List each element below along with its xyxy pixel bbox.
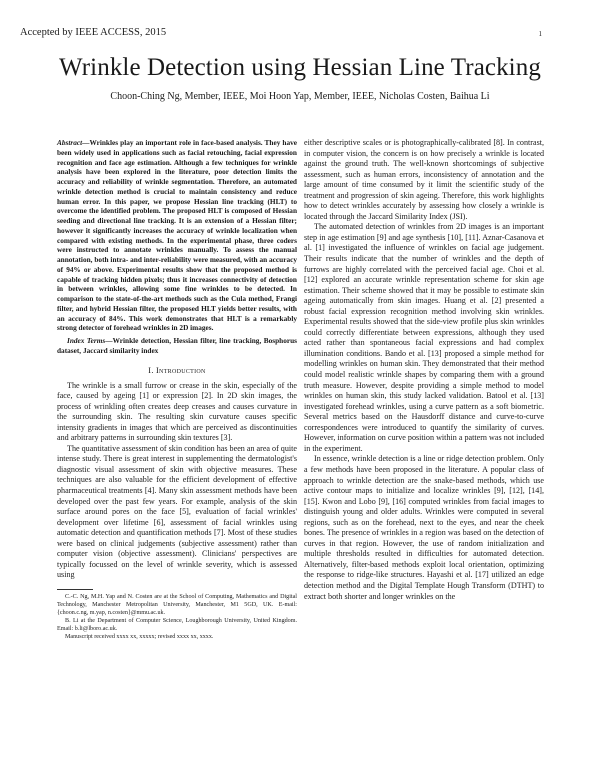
section-heading (57, 366, 297, 375)
right-column (304, 138, 544, 602)
page-number: 1 (538, 30, 542, 38)
index-terms-body: —Wrinkle detection, Hessian filter, line tracking, Bosphorus dataset, Jaccard similarity index (57, 336, 297, 355)
section-title: Introduction (156, 365, 206, 375)
footnote-divider (57, 589, 93, 590)
index-terms-lead: Index Terms (67, 336, 106, 345)
body-paragraph-3: In essence, wrinkle detection is a line or ridge detection problem. Only a few methods have been proposed in the literature. A popular class of approach to wrinkle detection are the snake-based methods, which use active contour maps to initialize and localize wrinkles [9], [12], [14], [15]. Kwon and Lobo [9], [16] computed wrinkles from facial images to distinguish young and older adults. Wrinkles were computed in several regions, such as on the forehead, next to the eyes, and near the cheek bones. The presence of wrinkles in a region was based on the detection of curves in that region. However, the use of random initialization and multiple thresholds resulted in difficulties for automated detection. Alternatively, filter-based methods exploit local orientation, optimizing the response to ridge-like structures. Hayashi et al. [17] utilized an edge detection method and the Digital Template Hough Transform (DTHT) to extract both shorter and longer wrinkles on the (304, 454, 544, 601)
intro-paragraph-1: The wrinkle is a small furrow or crease in the skin, especially of the face, caused by ageing [1] or expression [2]. In 2D skin images, the process of wrinkling often creates deep creases and causes curvature in the surrounding skin. The resulting skin curvature causes specific intensity gradients in images that which are perceived as discontinuities and arbitrary patterns in surrounding skin textures [3]. (57, 380, 297, 443)
journal-header: Accepted by IEEE ACCESS, 2015 (20, 27, 167, 38)
abstract-lead: Abstract (57, 138, 83, 147)
body-paragraph-1: either descriptive scales or is photographically-calibrated [8]. In contrast, in computer vision, the concern is on how precisely a wrinkle is located against the ground truth. The well-known shortcomings of subjective assessment, such as human errors, inconsistency of annotation and the large amount of time consumed by it limit the scientific study of the treatment and progression of skin ageing. Therefore, this work highlights how to detect wrinkles accurately by assessing how closely a wrinkle is located through the Jaccard Similarity Index (JSI). (304, 138, 544, 221)
left-column (57, 138, 297, 641)
intro-paragraph-2: The quantitative assessment of skin condition has been an area of quite intense study. There is great interest in supplementing the dermatologist's diagnostic visual assessment of skin with objective measures. These techniques are also valuable for the efficient development of effective pharmaceutical treatments [4]. Many skin assessment methods have been developed over the past few years. For example, analysis of the skin surface around pores on the face [5], evaluation of facial wrinkles' development over lifetime [6], assessment of facial wrinkles using automatic detection and quantification methods [7]. Most of these studies were based on clinical judgements (subjective assessment) rather than computer vision (objective assessment). Clinicians' perspectives are typically focussed on the level of wrinkle severity, which is assessed using (57, 443, 297, 580)
author-list: Choon-Ching Ng, Member, IEEE, Moi Hoon Yap, Member, IEEE, Nicholas Costen, Baihua Li (110, 91, 490, 102)
footnote-affiliation-1: C.-C. Ng, M.H. Yap and N. Costen are at the School of Computing, Mathematics and Digital Technology, Manchester Metropolitan University, Manchester, M1 5GD, UK. E-mail: {choon.c.ng, m.yap, n.costen}@mmu.ac.uk. (57, 593, 297, 616)
index-terms (57, 336, 297, 356)
abstract-body: —Wrinkles play an important role in face-based analysis. They have been widely used in applications such as facial retouching, facial expression recognition and face age estimation. Although a few techniques for wrinkle analysis have been explored in the literature, poor detection limits the accuracy and reliability of wrinkle segmentation. Therefore, an automated wrinkle detection method is crucial to maintain consistency and reduce human error. In this paper, we propose Hessian line tracking (HLT) to overcome the identified problem. The proposed HLT is composed of Hessian seeding and directional line tracking. It is an extension of a Hessian filter; however it significantly increases the accuracy of wrinkle localization when compared with existing methods. In the experimental phase, three coders were instructed to annotate wrinkles manually. To assess the manual annotation, both intra- and inter-reliability were measured, with an accuracy of 94% or above. Experimental results show that the proposed method is capable of tracking hidden pixels; thus it increases connectivity of detection in between wrinkles, allowing some fine wrinkles to be detected. In comparison to the state-of-the-art methods such as the Cula method, Frangi filter, and hybrid Hessian filter, the proposed HLT yields better results, with an accuracy of 84%. This work demonstrates that HLT is a remarkably strong detector of forehead wrinkles in 2D images. (57, 138, 297, 333)
footnote-manuscript: Manuscript received xxxx xx, xxxxx; revised xxxx xx, xxxx. (65, 633, 214, 640)
section-numeral: I. (148, 365, 154, 375)
body-paragraph-2: The automated detection of wrinkles from 2D images is an important step in age estimation [9] and age synthesis [10], [11]. Aznar-Casanova et al. [1] investigated the influence of wrinkles on facial age judgement. Their results indicate that the number of wrinkles and the depth of furrows are highly correlated with the perceived facial age. Choi et al. [12] explored an accurate wrinkle representation scheme for skin age estimation. Their scheme showed that it may be possible to estimate skin ageing automatically from skin images. Huang et al. [2] presented a robust facial expression recognition method involving skin wrinkles. Experimental results showed that the side-view profile plus skin wrinkles could correctly differentiate between expressions, although they used acted rather than spontaneous facial expressions and had complex illumination conditions. Bando et al. [13] proposed a simple method for modelling wrinkles on human skin. They demonstrated that their method could model realistic wrinkle shapes by comparing them with a ground truth measure. However, despite providing a simple method to model wrinkles on human skin, this study lacked validation. Batool et al. [13] investigated forehead wrinkles, using a curve pattern as a soft biometric. Several metrics based on the Hausdorff distance and curve-to-curve correspondences were introduced to quantify the similarity of curves. However, information on curve position within a pattern was not included in the experiment. (304, 222, 544, 453)
footnote-affiliation-2: B. Li at the Department of Computer Science, Loughborough University, United Kingdom. Email: b.li@lboro.ac.uk. (57, 617, 297, 632)
paper-title: Wrinkle Detection using Hessian Line Tracking (59, 54, 541, 81)
abstract (57, 138, 297, 333)
